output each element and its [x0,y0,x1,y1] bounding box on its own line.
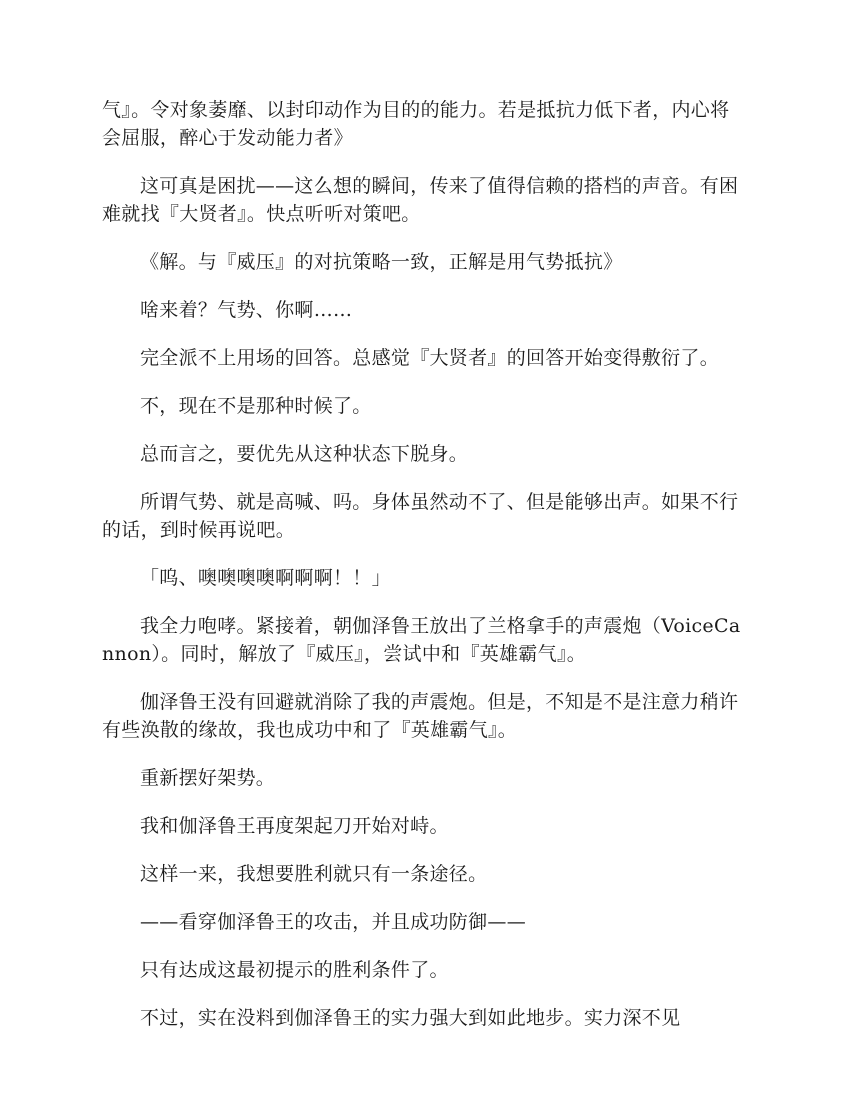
paragraph-15: ——看穿伽泽鲁王的攻击，并且成功防御—— [140,911,527,933]
paragraph-7: 总而言之，要优先从这种状态下脱身。 [140,443,469,465]
paragraph-8: 所谓气势、就是高喊、吗。身体虽然动不了、但是能够出声。如果不行的话，到时候再说吧。 [102,491,739,541]
paragraph-9: 「呜、噢噢噢噢啊啊啊！！」 [140,567,391,589]
paragraph-13: 我和伽泽鲁王再度架起刀开始对峙。 [140,815,449,837]
paragraph-10: 我全力咆哮。紧接着，朝伽泽鲁王放出了兰格拿手的声震炮（VoiceCannon）。同时，解放了『威压』，尝试中和『英雄霸气』。 [102,615,741,665]
paragraph-12: 重新摆好架势。 [140,767,276,789]
paragraph-1: 气』。令对象萎靡、以封印动作为目的的能力。若是抵抗力低下者，内心将会屈服，醉心于发动能力者》 [102,99,730,149]
paragraph-16: 只有达成这最初提示的胜利条件了。 [140,959,449,981]
paragraph-4: 啥来着？气势、你啊…… [140,299,353,321]
paragraph-17: 不过，实在没料到伽泽鲁王的实力强大到如此地步。实力深不见 [140,1007,681,1029]
paragraph-11: 伽泽鲁王没有回避就消除了我的声震炮。但是，不知是不是注意力稍许有些涣散的缘故，我也成功中和了『英雄霸气』。 [102,691,739,741]
paragraph-6: 不，现在不是那种时候了。 [140,395,372,417]
paragraph-14: 这样一来，我想要胜利就只有一条途径。 [140,863,488,885]
paragraph-3: 《解。与『威压』的对抗策略一致，正解是用气势抵抗》 [140,251,623,273]
paragraph-5: 完全派不上用场的回答。总感觉『大贤者』的回答开始变得敷衍了。 [140,347,720,369]
document-page [102,96,742,1052]
paragraph-2: 这可真是困扰——这么想的瞬间，传来了值得信赖的搭档的声音。有困难就找『大贤者』。快点听听对策吧。 [102,175,739,225]
